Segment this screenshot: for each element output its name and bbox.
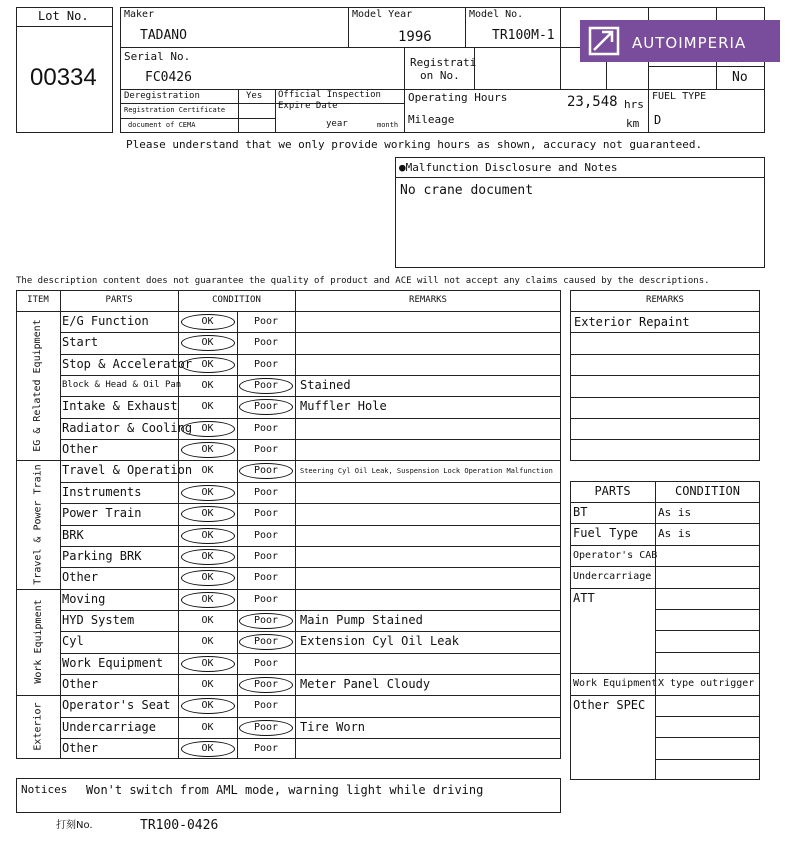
model-year-value: 1996 xyxy=(398,29,432,45)
hours-value: 23,548 xyxy=(567,94,618,110)
group-label: Work Equipment xyxy=(32,599,44,684)
ok-option: OK xyxy=(201,422,214,434)
part-label: Other xyxy=(62,570,99,585)
hline xyxy=(570,375,760,376)
remark-text: Muffler Hole xyxy=(300,399,387,414)
inspection-month: month xyxy=(377,121,399,129)
fuel-type-value: D xyxy=(654,113,662,127)
header-item: ITEM xyxy=(27,295,49,305)
part-label: Power Train xyxy=(62,506,142,521)
ok-option: OK xyxy=(201,700,214,712)
notices-label: Notices xyxy=(21,783,68,796)
hline xyxy=(60,738,561,739)
hline xyxy=(60,332,561,333)
group-label: Travel & Power Train xyxy=(32,463,44,585)
ac-value: No xyxy=(732,70,748,85)
part-label: Other xyxy=(62,741,99,755)
hline xyxy=(570,418,760,419)
part-label: Travel & Operation xyxy=(62,463,193,478)
ok-circle-mark xyxy=(181,485,235,501)
cema-document-label: document of CEMA xyxy=(128,121,196,129)
poor-option: Poor xyxy=(253,316,279,327)
model-no-value: TR100M-1 xyxy=(492,28,555,43)
part-label: HYD System xyxy=(62,612,135,627)
ok-option: OK xyxy=(201,678,214,690)
spec-part-label: Other SPEC xyxy=(573,697,646,712)
inspection-label-1: Official Inspection xyxy=(278,90,381,100)
inspection-label-2: Expire Date xyxy=(278,101,338,111)
hline xyxy=(570,695,760,696)
ok-circle-mark xyxy=(181,442,235,458)
hline xyxy=(60,439,561,440)
hline xyxy=(60,546,561,547)
poor-option: Poor xyxy=(253,401,279,413)
group-label: Exterior xyxy=(32,702,44,751)
ok-option: OK xyxy=(201,657,214,669)
header-condition: CONDITION xyxy=(212,295,261,305)
group-divider xyxy=(16,589,561,590)
sub-hline xyxy=(655,609,760,610)
inspection-year: year xyxy=(326,119,348,129)
hline xyxy=(60,354,561,355)
hline xyxy=(60,396,561,397)
ok-circle-mark xyxy=(181,656,235,672)
sub-hline xyxy=(655,759,760,760)
hline xyxy=(120,89,765,90)
poor-option: Poor xyxy=(253,593,279,605)
poor-option: Poor xyxy=(253,636,279,648)
registration-label-1: Registrati xyxy=(410,56,477,69)
model-no-label: Model No. xyxy=(469,9,524,20)
poor-option: Poor xyxy=(253,358,279,370)
hline xyxy=(60,610,561,611)
sub-hline xyxy=(655,716,760,717)
hline xyxy=(60,503,561,504)
ok-option: OK xyxy=(201,465,214,477)
poor-option: Poor xyxy=(253,508,279,520)
hline xyxy=(60,482,561,483)
spec-part-label: Work Equipment xyxy=(573,678,658,690)
hline xyxy=(60,525,561,526)
part-label: Block & Head & Oil Pan xyxy=(62,380,182,391)
condition-header: CONDITION xyxy=(674,484,741,498)
hours-label: Operating Hours xyxy=(408,91,508,104)
ok-option: OK xyxy=(201,743,214,754)
remark-text: Steering Cyl Oil Leak, Suspension Lock Operation Malfunction xyxy=(300,467,553,476)
poor-option: Poor xyxy=(253,614,279,626)
group-divider xyxy=(16,460,561,461)
deregistration-value: Yes xyxy=(246,91,263,101)
remark-text: Main Pump Stained xyxy=(300,612,423,627)
part-label: Stop & Accelerator xyxy=(62,356,193,371)
part-label: Radiator & Cooling xyxy=(62,420,193,435)
hline xyxy=(120,118,275,119)
ok-option: OK xyxy=(201,444,214,456)
part-label: Moving xyxy=(62,591,106,606)
part-label: Instruments xyxy=(62,484,142,499)
hline xyxy=(60,674,561,675)
hline xyxy=(570,354,760,355)
mileage-unit: km xyxy=(626,117,640,130)
poor-option: Poor xyxy=(253,678,279,690)
poor-option: Poor xyxy=(253,721,279,733)
ok-circle-mark xyxy=(181,549,235,565)
ok-option: OK xyxy=(201,529,214,541)
registration-label-2: on No. xyxy=(420,69,460,82)
part-label: Other xyxy=(62,442,99,457)
part-label: E/G Function xyxy=(62,314,149,328)
poor-option: Poor xyxy=(253,444,279,456)
ok-option: OK xyxy=(201,636,214,648)
hours-notice: Please understand that we only provide working hours as shown, accuracy not guaranteed. xyxy=(126,138,703,151)
part-label: Other xyxy=(62,676,99,691)
remarks-header: REMARKS xyxy=(646,295,684,305)
hline xyxy=(648,66,765,67)
hline xyxy=(570,397,760,398)
ok-option: OK xyxy=(201,380,214,392)
stamp-label: 打刻No. xyxy=(56,820,93,831)
stamp-value: TR100-0426 xyxy=(140,818,219,833)
hline xyxy=(570,311,760,312)
logo-mark-icon xyxy=(588,26,620,56)
ok-option: OK xyxy=(201,593,214,605)
poor-option: Poor xyxy=(253,422,279,434)
poor-circle-mark xyxy=(239,677,293,693)
mileage-label: Mileage xyxy=(408,113,455,126)
poor-option: Poor xyxy=(253,529,279,541)
logo-text: AUTOIMPERIA xyxy=(632,34,747,52)
hline xyxy=(570,439,760,440)
ok-option: OK xyxy=(201,358,214,370)
lot-divider xyxy=(16,26,113,27)
malfunction-title: ●Malfunction Disclosure and Notes xyxy=(399,161,618,174)
ok-option: OK xyxy=(201,486,214,498)
malfunction-text: No crane document xyxy=(400,183,534,198)
poor-circle-mark xyxy=(239,720,293,736)
part-label: Start xyxy=(62,335,99,350)
hline xyxy=(570,673,760,674)
poor-option: Poor xyxy=(253,550,279,562)
vline xyxy=(348,7,349,47)
ok-circle-mark xyxy=(181,741,235,757)
ok-option: OK xyxy=(201,572,214,584)
hline xyxy=(570,588,760,589)
hours-unit: hrs xyxy=(624,98,644,111)
remark-text: Tire Worn xyxy=(300,719,366,734)
vline xyxy=(238,89,239,133)
vline xyxy=(465,7,466,47)
poor-option: Poor xyxy=(253,657,279,669)
ok-option: OK xyxy=(201,337,214,349)
parts-header: PARTS xyxy=(594,484,631,498)
part-label: Operator's Seat xyxy=(62,698,171,713)
spec-condition-value: As is xyxy=(658,527,692,541)
hline xyxy=(60,567,561,568)
ok-option: OK xyxy=(201,508,214,520)
ok-option: OK xyxy=(201,401,214,413)
vline xyxy=(560,7,561,89)
ok-circle-mark xyxy=(181,421,235,437)
hline xyxy=(570,566,760,567)
part-label: Cyl xyxy=(62,634,84,649)
ok-circle-mark xyxy=(181,570,235,586)
hline xyxy=(570,545,760,546)
disclaimer: The description content does not guarantee the quality of product and ACE will not accept any claims caused by the descriptions. xyxy=(16,276,710,286)
part-label: Intake & Exhaust xyxy=(62,399,178,414)
hline xyxy=(570,523,760,524)
poor-option: Poor xyxy=(253,337,279,349)
part-label: Work Equipment xyxy=(62,655,164,670)
ok-option: OK xyxy=(201,550,214,562)
poor-option: Poor xyxy=(253,572,279,584)
sub-hline xyxy=(655,630,760,631)
part-label: BRK xyxy=(62,527,84,542)
lot-number: 00334 xyxy=(30,64,97,91)
sub-hline xyxy=(655,737,760,738)
registration-certificate-label: Registration Certificate xyxy=(124,106,226,114)
part-label: Parking BRK xyxy=(62,548,142,563)
group-label: EG & Related Equipment xyxy=(32,319,44,452)
hline xyxy=(60,653,561,654)
deregistration-label: Deregistration xyxy=(124,91,200,101)
poor-option: Poor xyxy=(253,465,279,477)
ok-option: OK xyxy=(201,614,214,626)
part-label: Undercarriage xyxy=(62,719,156,734)
hline xyxy=(60,375,561,376)
spec-part-label: Fuel Type xyxy=(573,526,639,541)
poor-option: Poor xyxy=(253,743,279,754)
maker-label: Maker xyxy=(124,9,155,20)
remark-text: Meter Panel Cloudy xyxy=(300,676,431,691)
hline xyxy=(60,717,561,718)
vline xyxy=(404,47,405,133)
spec-part-label: Operator's CAB xyxy=(573,549,658,561)
model-year-label: Model Year xyxy=(352,9,413,20)
ok-circle-mark xyxy=(181,592,235,608)
header-parts: PARTS xyxy=(105,295,133,305)
spec-condition-value: As is xyxy=(658,506,692,519)
hline xyxy=(395,177,765,178)
maker-value: TADANO xyxy=(140,28,187,43)
spec-part-label: ATT xyxy=(573,590,595,605)
autoimperia-logo xyxy=(580,20,780,62)
remark-entry: Exterior Repaint xyxy=(574,315,690,329)
poor-option: Poor xyxy=(253,700,279,712)
poor-option: Poor xyxy=(253,486,279,498)
poor-circle-mark xyxy=(239,613,293,629)
vline xyxy=(275,89,276,133)
sub-hline xyxy=(655,652,760,653)
poor-circle-mark xyxy=(239,378,293,394)
serial-value: FC0426 xyxy=(145,70,192,85)
lot-label: Lot No. xyxy=(38,9,89,23)
header-remarks: REMARKS xyxy=(409,295,447,305)
hline xyxy=(60,631,561,632)
hline xyxy=(570,502,760,503)
notices-text: Won't switch from AML mode, warning light while driving xyxy=(86,783,484,797)
fuel-type-label: FUEL TYPE xyxy=(652,91,707,102)
ok-circle-mark xyxy=(181,506,235,522)
serial-label: Serial No. xyxy=(124,50,191,63)
remark-text: Extension Cyl Oil Leak xyxy=(300,634,459,649)
hline xyxy=(570,332,760,333)
ok-option: OK xyxy=(201,316,214,327)
hline xyxy=(60,418,561,419)
ok-circle-mark xyxy=(181,314,235,330)
ok-circle-mark xyxy=(181,528,235,544)
group-divider xyxy=(16,695,561,696)
hline xyxy=(120,103,404,104)
spec-part-label: BT xyxy=(573,505,588,519)
ok-option: OK xyxy=(201,721,214,733)
remark-text: Stained xyxy=(300,378,351,393)
spec-condition-value: X type outrigger xyxy=(658,678,755,690)
hline xyxy=(16,311,561,312)
spec-part-label: Undercarriage xyxy=(573,571,652,583)
ok-circle-mark xyxy=(181,357,235,373)
poor-option: Poor xyxy=(253,380,279,392)
